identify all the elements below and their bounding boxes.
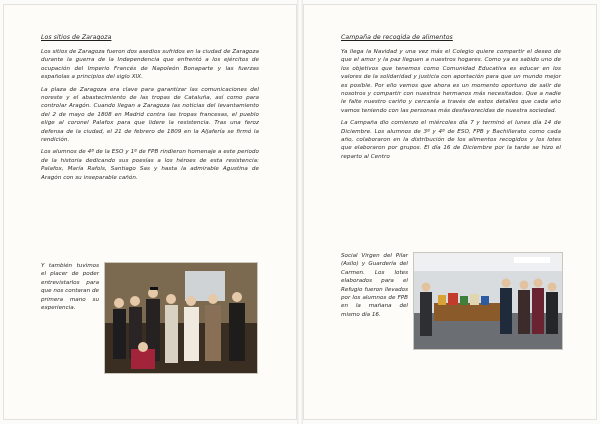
- food-campaign-photo-illustration: [414, 253, 562, 349]
- right-page-heading: Campaña de recogida de alimentos: [341, 34, 453, 41]
- right-paragraph-1: Ya llega la Navidad y una vez más el Colegio quiere compartir el deseo de que el amor y la paz lleguen a nuestros hogares. Como ya es sabido uno de los objetivos que tenemos como Comunidad Educativa es educar en los valores de la solidaridad y justicia con aportación para que un mundo mejor es posible. Por ello vemos que ahora es un momento oportuno de salir de nosotros y compartir con nuestros hermanos más necesitados. Que a nadie le falte nuestro cariño y cercanía a través de estos detalles que cada año vamos teniendo con las personas más desfavorecidas de nuestra sociedad.: [341, 49, 561, 114]
- left-paragraph-3: Los alumnos de 4º de la ESO y 1º de FPB rindieron homenaje a este periodo de la historia dedicando sus poesías a los héroes de esta resistencia: Palafox, María Rafols, Santiago Sas y hasta la admirable Agustina de Aragón con su inseparable cañón.: [41, 149, 259, 181]
- left-paragraph-2: La plaza de Zaragoza era clave para garantizar las comunicaciones del noreste y el abastecimiento de las tropas de Cataluña, así como para controlar Aragón. Cuando llegan a Zaragoza las noticias del levantamiento del 2 de mayo de 1808 en Madrid contra las tropas francesas, el pueblo elige al coronel Palafox para que lidere la resistencia. Tras una feroz defensa de la ciudad, el 21 de febrero de 1809 en la Aljafería se firmó la rendición.: [41, 86, 259, 144]
- right-wrap-text: Social Virgen del Pilar (Asilo) y Guardería del Carmen. Los lotes elaborados para el Refugio fueron llevados por los alumnos de FPB en la mañana del mismo día 16.: [341, 253, 408, 318]
- group-photo-illustration: [105, 263, 257, 373]
- left-photo-group: [104, 262, 258, 374]
- left-wrap-text: Y también tuvimos el placer de poder entrevistarlos para que nos contaran de primera mano su experiencia.: [41, 263, 99, 312]
- page-gutter: [297, 0, 303, 424]
- left-page-content: [41, 33, 259, 186]
- right-paragraph-2: La Campaña dio comienzo el miércoles día 7 y terminó el lunes día 14 de Diciembre. Los alumnos de 3º y 4º de ESO, FPB y Bachillerato como cada año, colaboraron en la distribución de los alimentos recogidos y los lotes que elaboraron por grupos. El día 16 de Diciembre por la tarde se hizo el reparto al Centro: [341, 120, 561, 160]
- left-page-heading: Los sitios de Zaragoza: [41, 34, 112, 41]
- right-photo-food-campaign: [413, 252, 563, 350]
- left-paragraph-1: Los sitios de Zaragoza fueron dos asedios sufridos en la ciudad de Zaragoza durante la guerra de la Independencia que enfrentó a los ejércitos de ocupación del Imperio Francés de Napoleón Bonaparte y las fuerzas españolas a principios del siglo XIX.: [41, 49, 259, 81]
- right-page-content: [341, 33, 561, 165]
